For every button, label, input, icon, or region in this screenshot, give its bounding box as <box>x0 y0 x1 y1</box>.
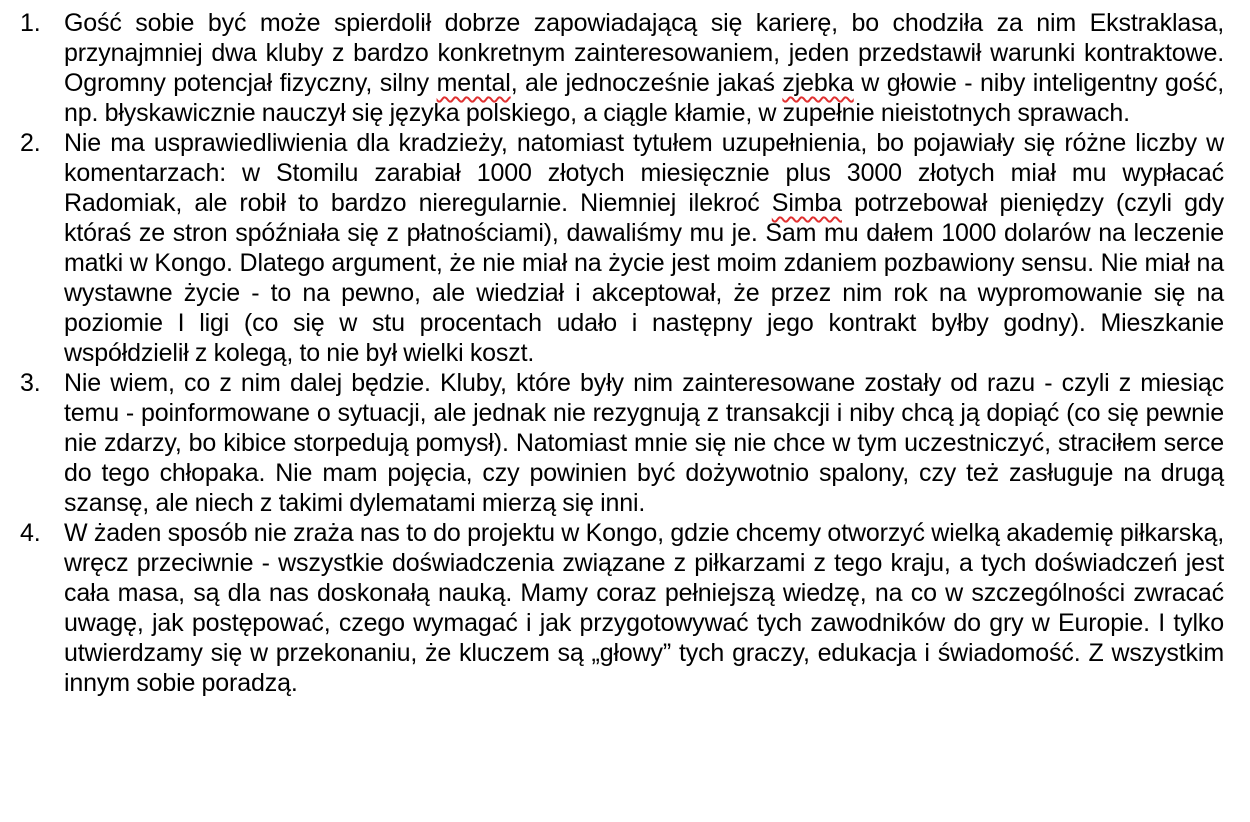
paragraph-text: , ale jednocześnie jakaś <box>510 69 783 97</box>
list-item-4 <box>0 518 1250 698</box>
list-number: 2. <box>20 129 41 157</box>
spellcheck-flagged-word[interactable]: mental <box>436 69 511 97</box>
list-number: 4. <box>20 519 41 547</box>
list-number: 1. <box>20 9 41 37</box>
document-body <box>0 8 1250 698</box>
list-item-3 <box>0 368 1250 518</box>
spellcheck-flagged-word[interactable]: Simba <box>771 189 842 217</box>
spellcheck-flagged-word[interactable]: zjebka <box>782 69 854 97</box>
list-item-2 <box>0 128 1250 368</box>
paragraph-text: w głowie - niby inteligentny gość, np. błyskawicznie nauczył się języka polskiego, a ciągle kłamie, w zupełnie nieistotnych sprawach. <box>64 69 1224 127</box>
list-item-1 <box>0 8 1250 128</box>
paragraph-text: Nie ma usprawiedliwienia dla kradzieży, natomiast tytułem uzupełnienia, bo pojawiały się różne liczby w komentarzach: w Stomilu zarabiał 1000 złotych miesięcznie plus 3000 złotych miał mu wypłacać Radomiak, ale robił to bardzo nieregularnie. Niemniej ilekroć <box>64 129 1224 217</box>
paragraph-text: Gość sobie być może spierdolił dobrze zapowiadającą się karierę, bo chodziła za nim Ekstraklasa, przynajmniej dwa kluby z bardzo konkretnym zainteresowaniem, jeden przedstawił warunki kontraktowe. Ogromny potencjał fizyczny, silny <box>64 9 1224 97</box>
list-number: 3. <box>20 369 41 397</box>
paragraph-text: Nie wiem, co z nim dalej będzie. Kluby, które były nim zainteresowane zostały od razu - czyli z miesiąc temu - poinformowane o sytuacji, ale jednak nie rezygnują z transakcji i niby chcą ją dopiąć (co się pewnie nie zdarzy, bo kibice storpedują pomysł). Natomiast mnie się nie chce w tym uczestniczyć, straciłem serce do tego chłopaka. Nie mam pojęcia, czy powinien być dożywotnio spalony, czy też zasługuje na drugą szansę, ale niech z takimi dylematami mierzą się inni. <box>64 369 1224 517</box>
paragraph-text: W żaden sposób nie zraża nas to do projektu w Kongo, gdzie chcemy otworzyć wielką akademię piłkarską, wręcz przeciwnie - wszystkie doświadczenia związane z piłkarzami z tego kraju, a tych doświadczeń jest cała masa, są dla nas doskonałą nauką. Mamy coraz pełniejszą wiedzę, na co w szczególności zwracać uwagę, jak postępować, czego wymagać i jak przygotowywać tych zawodników do gry w Europie. I tylko utwierdzamy się w przekonaniu, że kluczem są „głowy” tych graczy, edukacja i świadomość. Z wszystkim innym sobie poradzą. <box>64 519 1224 697</box>
paragraph-text: potrzebował pieniędzy (czyli gdy któraś ze stron spóźniała się z płatnościami), dawaliśmy mu je. Sam mu dałem 1000 dolarów na leczenie matki w Kongo. Dlatego argument, że nie miał na życie jest moim zdaniem pozbawiony sensu. Nie miał na wystawne życie - to na pewno, ale wiedział i akceptował, że przez nim rok na wypromowanie się na poziomie I ligi (co się w stu procentach udało i następny jego kontrakt byłby godny). Mieszkanie współdzielił z kolegą, to nie był wielki koszt. <box>64 189 1224 367</box>
